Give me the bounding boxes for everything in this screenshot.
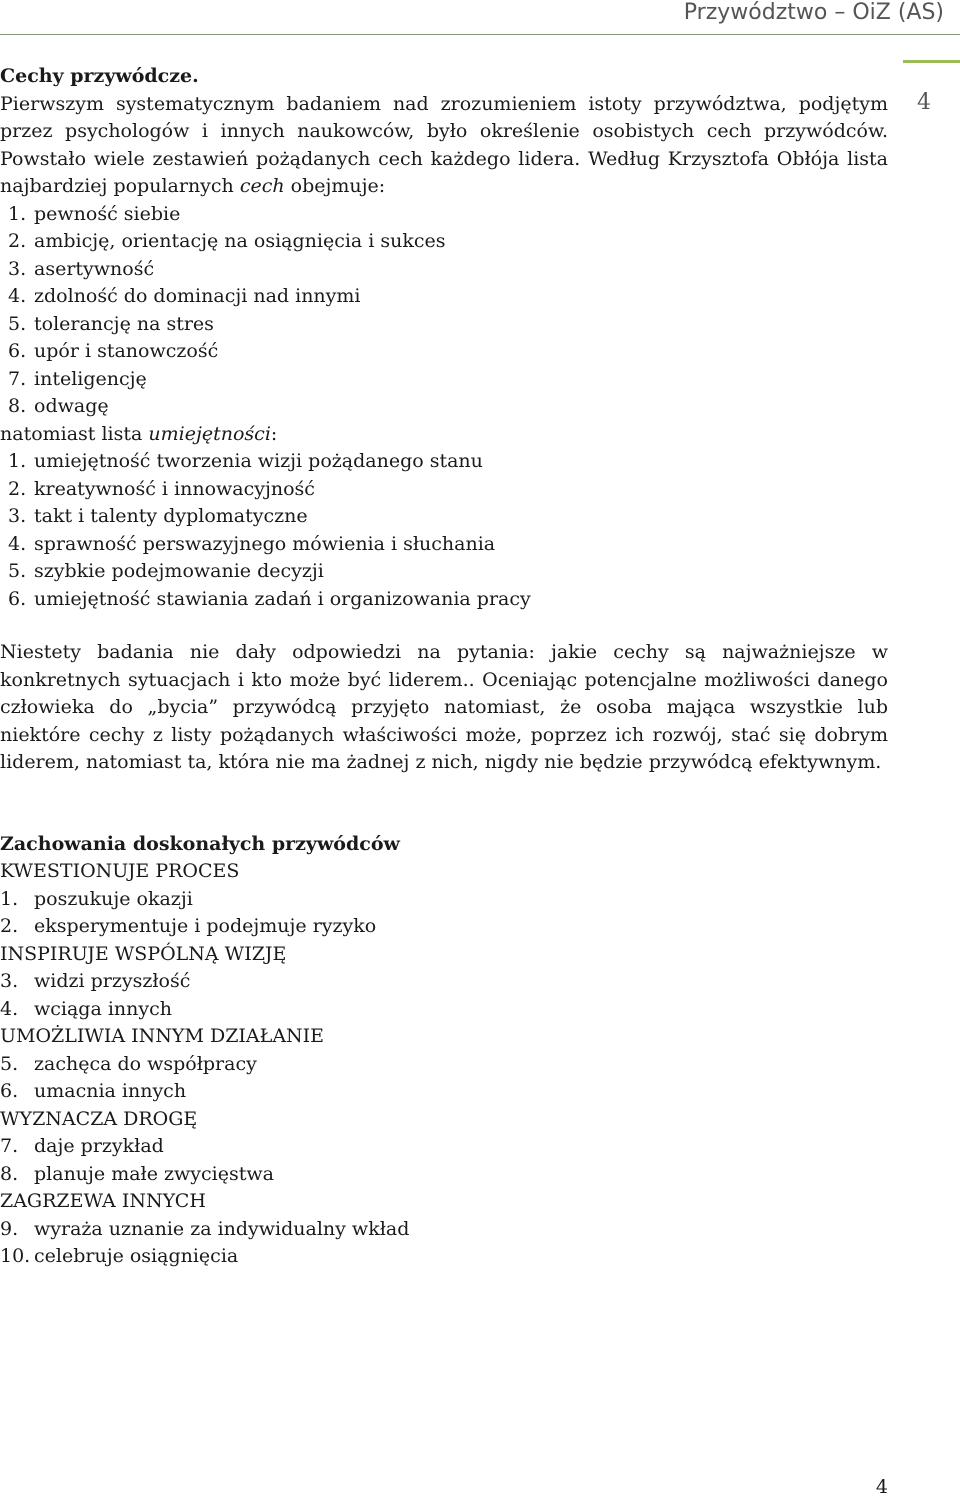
intro-italic-word: cech bbox=[239, 175, 285, 197]
list-item bbox=[0, 1078, 888, 1106]
list-item bbox=[0, 968, 888, 996]
list-item-text: wciąga innych bbox=[34, 997, 173, 1020]
list-item bbox=[0, 311, 888, 339]
list-item bbox=[0, 1216, 888, 1244]
behavior-group bbox=[0, 1188, 888, 1271]
list-item-text: takt i talenty dyplomatyczne bbox=[34, 505, 308, 527]
list-item-number: 6. bbox=[0, 1080, 19, 1102]
list-item-number: 2. bbox=[8, 477, 27, 500]
list-item-text: pewność siebie bbox=[34, 202, 181, 225]
list-item-number: 8. bbox=[8, 395, 27, 417]
spacer bbox=[0, 777, 888, 831]
side-page-number: 4 bbox=[917, 90, 931, 115]
list-item bbox=[0, 448, 888, 476]
list-item-text: umiejętność tworzenia wizji pożądanego stanu bbox=[34, 450, 483, 472]
skills-intro-italic: umiejętności bbox=[148, 422, 271, 445]
behavior-list bbox=[0, 968, 888, 1023]
list-item bbox=[0, 283, 888, 311]
list-item bbox=[0, 1161, 888, 1189]
list-item bbox=[0, 1051, 888, 1079]
behavior-group bbox=[0, 941, 888, 1024]
intro-end-text: obejmuje: bbox=[284, 175, 386, 197]
behavior-list bbox=[0, 1051, 888, 1106]
list-item-text: sprawność perswazyjnego mówienia i słuchania bbox=[34, 532, 496, 555]
spacer bbox=[0, 613, 888, 639]
list-item-number: 6. bbox=[8, 587, 27, 610]
list-item bbox=[0, 476, 888, 504]
list-item-text: odwagę bbox=[34, 395, 109, 417]
document-body bbox=[0, 63, 888, 1271]
list-item bbox=[0, 586, 888, 614]
list-item-text: celebruje osiągnięcia bbox=[34, 1245, 239, 1267]
list-item bbox=[0, 1133, 888, 1161]
list-item bbox=[0, 228, 888, 256]
behavior-group bbox=[0, 1106, 888, 1189]
list-item-number: 6. bbox=[8, 340, 27, 362]
behavior-group bbox=[0, 1023, 888, 1106]
list-item-number: 1. bbox=[8, 450, 27, 472]
list-item-text: poszukuje okazji bbox=[34, 887, 193, 910]
conclusion-paragraph: Niestety badania nie dały odpowiedzi na pytania: jakie cechy są najważniejsze w konkretnych sytuacjach i kto może być liderem.. Oceniając potencjalne możliwości danego człowieka do „bycia” przywódcą przyjęto natomiast, że osoba mająca wszystkie lub niektóre cechy z listy pożądanych właściwości może, poprzez ich rozwój, stać się dobrym liderem, natomiast ta, która nie ma żadnej z nich, nigdy nie będzie przywódcą efektywnym. bbox=[0, 641, 888, 773]
group-heading: KWESTIONUJE PROCES bbox=[0, 860, 240, 882]
side-accent-rule bbox=[903, 60, 960, 63]
group-heading: UMOŻLIWIA INNYM DZIAŁANIE bbox=[0, 1025, 325, 1047]
list-item-text: eksperymentuje i podejmuje ryzyko bbox=[34, 915, 377, 937]
list-item-number: 4. bbox=[8, 532, 27, 555]
list-item-number: 4. bbox=[8, 285, 27, 307]
list-item-text: widzi przyszłość bbox=[34, 970, 191, 992]
list-item-number: 5. bbox=[0, 1052, 19, 1075]
list-item-number: 5. bbox=[8, 312, 27, 335]
list-item-text: upór i stanowczość bbox=[34, 340, 219, 362]
list-item bbox=[0, 201, 888, 229]
skills-intro-text: natomiast lista bbox=[0, 422, 149, 445]
list-item-text: daje przykład bbox=[34, 1135, 164, 1157]
list-item-text: asertywność bbox=[34, 257, 155, 280]
list-item-number: 2. bbox=[0, 915, 19, 937]
list-item bbox=[0, 366, 888, 394]
list-item bbox=[0, 913, 888, 941]
list-item-text: zdolność do dominacji nad innymi bbox=[34, 285, 361, 307]
group-heading: WYZNACZA DROGĘ bbox=[0, 1107, 198, 1130]
intro-text: Pierwszym systematycznym badaniem nad zrozumieniem istoty przywództwa, podjętym przez psychologów i innych naukowców, było określenie osobistych cech przywódców. Powstało wiele zestawień pożądanych cech każdego lidera. Według Krzysztofa Obłója lista najbardziej popularnych bbox=[0, 92, 888, 197]
section-title-behaviors: Zachowania doskonałych przywódców bbox=[0, 832, 400, 855]
list-item-text: szybkie podejmowanie decyzji bbox=[34, 560, 324, 582]
traits-list bbox=[0, 201, 888, 421]
footer-page-number: 4 bbox=[875, 1476, 888, 1498]
list-item-number: 3. bbox=[8, 257, 27, 280]
list-item-text: tolerancję na stres bbox=[34, 312, 214, 335]
list-item bbox=[0, 996, 888, 1024]
list-item-text: kreatywność i innowacyjność bbox=[34, 477, 315, 500]
list-item bbox=[0, 531, 888, 559]
skills-intro-end: : bbox=[270, 422, 278, 445]
list-item-number: 4. bbox=[0, 997, 19, 1020]
list-item bbox=[0, 503, 888, 531]
list-item-number: 9. bbox=[0, 1217, 19, 1240]
page-header-title: Przywództwo – OiZ (AS) bbox=[683, 0, 944, 25]
list-item-text: umacnia innych bbox=[34, 1080, 187, 1102]
list-item-number: 1. bbox=[0, 887, 19, 910]
list-item-number: 5. bbox=[8, 560, 27, 582]
behavior-group bbox=[0, 858, 888, 941]
list-item-text: inteligencję bbox=[34, 367, 147, 390]
skills-intro bbox=[0, 421, 888, 449]
list-item-number: 3. bbox=[0, 970, 19, 992]
list-item-text: wyraża uznanie za indywidualny wkład bbox=[34, 1217, 410, 1240]
behavior-list bbox=[0, 1133, 888, 1188]
list-item-number: 7. bbox=[0, 1135, 19, 1157]
intro-paragraph bbox=[0, 91, 888, 201]
list-item-text: umiejętność stawiania zadań i organizowania pracy bbox=[34, 587, 531, 610]
list-item-number: 7. bbox=[8, 367, 27, 390]
header-rule bbox=[0, 34, 960, 35]
list-item-text: planuje małe zwycięstwa bbox=[34, 1162, 274, 1185]
list-item bbox=[0, 886, 888, 914]
list-item bbox=[0, 393, 888, 421]
list-item-number: 8. bbox=[0, 1162, 19, 1185]
list-item bbox=[0, 1243, 888, 1271]
group-heading: INSPIRUJE WSPÓLNĄ WIZJĘ bbox=[0, 942, 287, 965]
behavior-list bbox=[0, 886, 888, 941]
list-item-text: ambicję, orientację na osiągnięcia i sukces bbox=[34, 230, 446, 252]
list-item-text: zachęca do współpracy bbox=[34, 1052, 257, 1075]
list-item bbox=[0, 338, 888, 366]
list-item bbox=[0, 558, 888, 586]
group-heading: ZAGRZEWA INNYCH bbox=[0, 1190, 206, 1212]
list-item-number: 1. bbox=[8, 202, 27, 225]
skills-list bbox=[0, 448, 888, 613]
behavior-list bbox=[0, 1216, 888, 1271]
list-item-number: 3. bbox=[8, 505, 27, 527]
section-title-traits: Cechy przywódcze. bbox=[0, 65, 199, 87]
list-item-number: 2. bbox=[8, 230, 27, 252]
list-item bbox=[0, 256, 888, 284]
list-item-number: 10. bbox=[0, 1245, 31, 1267]
